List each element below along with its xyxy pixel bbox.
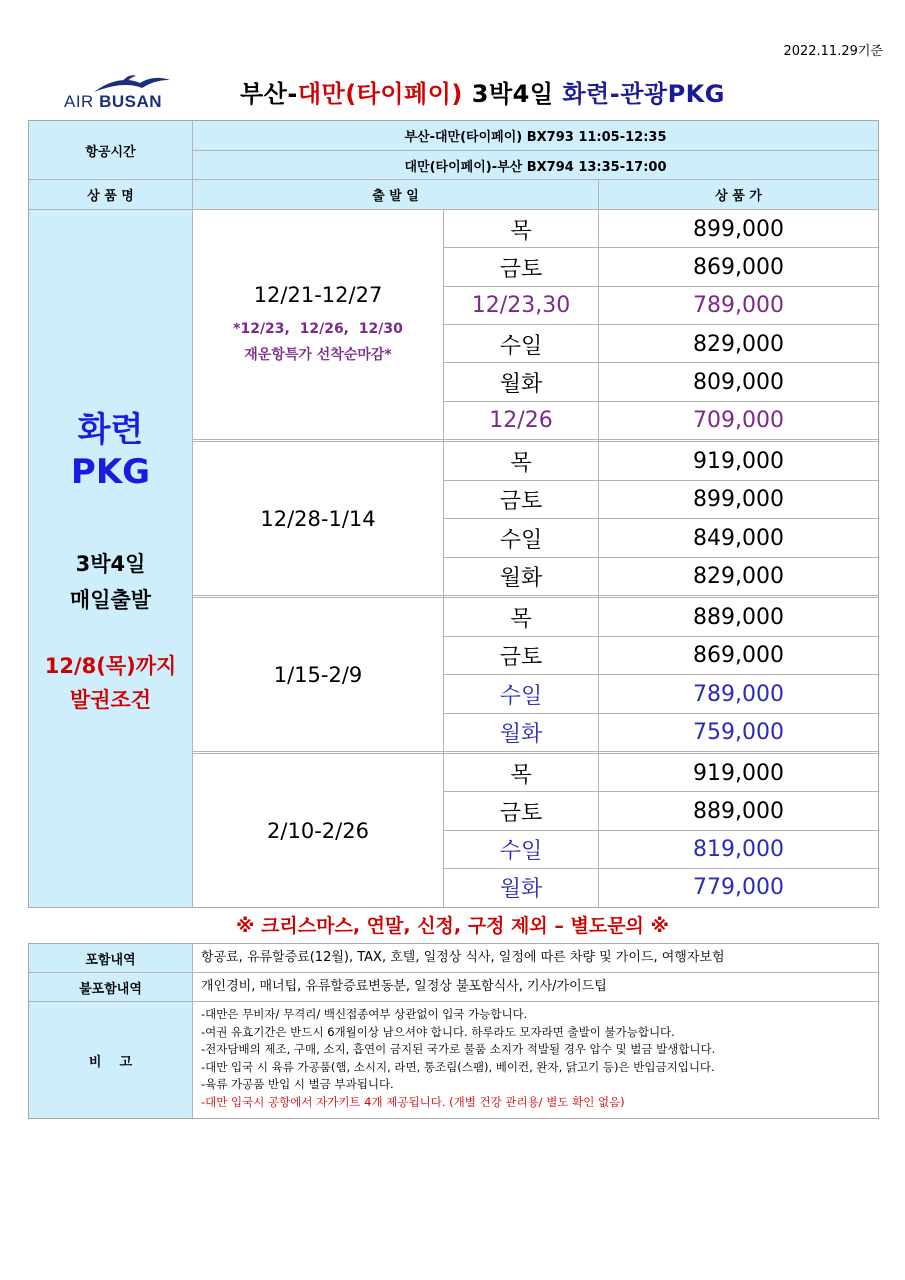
product-daily: 매일출발: [69, 588, 152, 612]
product-name-2: PKG: [70, 452, 151, 492]
price-row: [444, 754, 878, 792]
remark-line: -육류 가공품 반입 시 벌금 부과됩니다.: [201, 1077, 394, 1092]
departure-day: 월화: [499, 566, 543, 592]
price-value: 869,000: [693, 254, 784, 280]
departure-day: 12/26: [489, 408, 553, 434]
price-row: [444, 363, 878, 401]
ticketing-condition: 발권조건: [69, 688, 152, 712]
document-date: 2022.11.29기준: [783, 44, 883, 59]
header-departure: 출 발 일: [372, 189, 419, 204]
price-value: 899,000: [693, 487, 784, 513]
price-value: 789,000: [693, 293, 784, 319]
period-note-dates: *12/23, 12/26, 12/30: [233, 321, 403, 337]
excluded-text: 개인경비, 매너팁, 유류할증료변동분, 일정상 불포함식사, 기사/가이드팁: [201, 979, 607, 994]
header-product: 상 품 명: [87, 189, 134, 204]
info-table: [28, 943, 879, 1119]
departure-day: 목: [510, 762, 532, 788]
price-value: 919,000: [693, 760, 784, 786]
price-row: [444, 675, 878, 714]
price-row: [444, 869, 878, 907]
remark-line: -대만은 무비자/ 무격리/ 백신접종여부 상관없이 입국 가능합니다.: [201, 1007, 528, 1021]
period-note-text: 재운항특가 선착순마감*: [244, 347, 392, 363]
price-table: [28, 120, 879, 908]
period-range: 1/15-2/9: [273, 663, 363, 687]
price-value: 789,000: [693, 681, 784, 707]
departure-day: 월화: [499, 371, 543, 397]
period-3-range-cell: [193, 598, 443, 752]
departure-day: 금토: [499, 256, 543, 282]
page-title: 부산-대만(타이페이) 3박4일 화련-관광PKG: [240, 80, 725, 108]
price-row: [444, 210, 878, 248]
period-1-range-cell: [193, 210, 443, 440]
departure-day: 월화: [499, 722, 543, 748]
price-row: [444, 287, 878, 325]
departure-day: 금토: [499, 800, 543, 826]
included-text: 항공료, 유류할증료(12월), TAX, 호텔, 일정상 식사, 일정에 따른 차량 및 가이드, 여행자보험: [201, 950, 725, 965]
price-row: [444, 248, 878, 286]
product-name-cell: [29, 210, 192, 907]
period-4-rows: [444, 754, 878, 907]
wing-logo-icon: [92, 74, 172, 94]
departure-day: 금토: [499, 489, 543, 515]
product-name-1: 화련: [77, 410, 144, 450]
price-row: [444, 325, 878, 363]
remarks-label: 비 고: [88, 1054, 133, 1070]
included-label: 포함내역: [85, 952, 136, 968]
departure-day: 월화: [499, 877, 543, 903]
logo-text: AIR BUSAN: [64, 92, 163, 111]
air-busan-logo: [64, 74, 174, 114]
departure-day: 수일: [499, 333, 543, 359]
period-2-range-cell: [193, 442, 443, 596]
price-row: [444, 598, 878, 637]
remark-line: -전자담배의 제조, 구매, 소지, 흡연이 금지된 국가로 물품 소지가 적발될 경우 압수 및 벌금 발생합니다.: [201, 1042, 716, 1057]
price-row: [444, 402, 878, 440]
departure-day: 수일: [499, 527, 543, 553]
flight-inbound: 대만(타이페이)-부산 BX794 13:35-17:00: [404, 159, 667, 175]
price-value: 809,000: [693, 369, 784, 395]
remarks-list: [201, 1006, 715, 1112]
product-nights: 3박4일: [75, 552, 146, 576]
price-row: [444, 558, 878, 597]
period-range: 12/21-12/27: [253, 283, 383, 307]
remark-line-highlight: -대만 입국시 공항에서 자가키트 4개 제공됩니다. (개별 건강 관리용/ 별도 확인 없음): [201, 1094, 625, 1109]
price-value: 849,000: [693, 525, 784, 551]
header-price: 상 품 가: [715, 189, 762, 204]
departure-day: 12/23,30: [471, 293, 571, 319]
departure-day: 수일: [499, 683, 543, 709]
period-range: 2/10-2/26: [267, 818, 369, 843]
departure-day: 금토: [499, 645, 543, 671]
price-row: [444, 442, 878, 481]
price-row: [444, 637, 878, 676]
price-value: 829,000: [693, 564, 784, 590]
departure-day: 목: [510, 606, 532, 632]
period-2-rows: [444, 442, 878, 596]
price-row: [444, 714, 878, 753]
price-value: 779,000: [693, 875, 784, 901]
price-row: [444, 481, 878, 520]
period-1-rows: [444, 210, 878, 440]
departure-day: 수일: [499, 839, 543, 865]
period-range: 12/28-1/14: [260, 507, 376, 531]
exclusion-notice: ※ 크리스마스, 연말, 신정, 구정 제외 – 별도문의 ※: [235, 915, 670, 937]
flight-outbound: 부산-대만(타이페이) BX793 11:05-12:35: [404, 130, 667, 145]
price-row: [444, 519, 878, 558]
price-value: 709,000: [693, 408, 784, 434]
excluded-label: 불포함내역: [79, 981, 142, 997]
price-value: 829,000: [693, 331, 784, 357]
flight-time-label: 항공시간: [85, 144, 136, 160]
remark-line: -대만 입국 시 육류 가공품(햄, 소시지, 라면, 통조림(스팸), 베이컨, 완자, 닭고기 등)은 반입금지입니다.: [201, 1059, 715, 1074]
remark-line: -여권 유효기간은 반드시 6개월이상 남으셔야 합니다. 하루라도 모자라면 출발이 불가능합니다.: [201, 1024, 675, 1039]
price-row: [444, 831, 878, 869]
price-value: 869,000: [693, 643, 784, 669]
price-value: 919,000: [693, 448, 784, 474]
price-value: 899,000: [693, 216, 784, 242]
period-3-rows: [444, 598, 878, 752]
price-value: 889,000: [693, 798, 784, 824]
departure-day: 목: [510, 450, 532, 476]
ticketing-deadline: 12/8(목)까지: [44, 654, 177, 678]
period-4-range-cell: [193, 754, 443, 907]
price-value: 759,000: [693, 720, 784, 746]
price-value: 889,000: [693, 604, 784, 630]
price-row: [444, 792, 878, 830]
price-value: 819,000: [693, 837, 784, 863]
departure-day: 목: [510, 218, 532, 244]
